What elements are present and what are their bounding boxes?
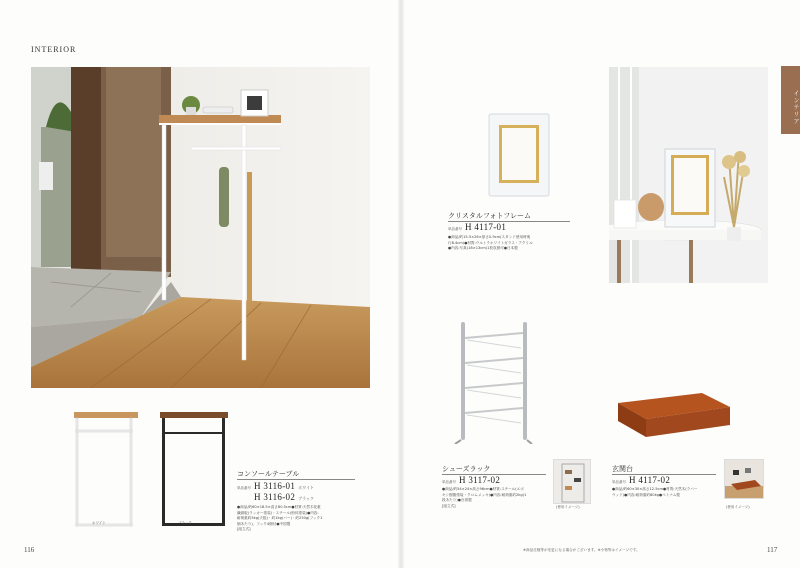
desc-line: キシ樹脂塗装・クロムメッキ)●内容:耐荷重約2kg(1 xyxy=(442,492,527,497)
hallway-console-photo xyxy=(31,67,370,388)
frame-product-name: クリスタルフォトフレーム xyxy=(448,212,532,220)
frame-code-row xyxy=(448,222,506,232)
step-code: H 4117-02 xyxy=(629,475,671,485)
desc-line: ●商品/約15.5×26×厚さ0.9cm(スタンド使用時奥 xyxy=(448,235,531,239)
frame-code: H 4117-01 xyxy=(465,222,507,232)
shoe-rack-code: H 3117-02 xyxy=(459,475,501,485)
console-code-black: H 3116-02 xyxy=(254,492,296,502)
desc-line: [組立式] xyxy=(237,527,251,532)
desc-line: ●商品/約60×18.5×高さ80.5cm●材質:天然木化粧 xyxy=(237,505,321,509)
step-code-label: 単品番号 xyxy=(612,480,626,484)
console-color-white: ホワイト xyxy=(298,485,315,490)
desc-line: ●商品/約54×24×高さ96cm●材質:スチール(エポ xyxy=(442,487,524,491)
desc-line: 耐荷重約5kg(天板)・約1kg(バー)・約250g(フック1 xyxy=(237,516,323,521)
section-title: INTERIOR xyxy=(31,45,77,54)
footnote: ※商品仕様等が変更になる場合がございます。※小物等はイメージです。 xyxy=(523,548,640,552)
shoe-rack-product-image xyxy=(453,318,533,444)
desc-line: ●商品/約60×30×高さ12.5cm●材質:天然木(ラバー xyxy=(612,487,698,491)
desc-line: 個あたり)、フック4個付●中国製 xyxy=(237,521,291,526)
step-product-name: 玄関台 xyxy=(612,465,633,473)
crystal-frame-product-image xyxy=(485,111,553,199)
shoe-rack-product-name: シューズラック xyxy=(442,465,491,473)
step-code-row xyxy=(612,475,670,485)
step-usage-caption: (使用イメージ) xyxy=(726,505,750,509)
shoe-rack-description xyxy=(442,487,552,509)
console-name-rule xyxy=(237,479,355,480)
console-description xyxy=(237,505,362,533)
step-description xyxy=(612,487,722,498)
shoe-rack-code-row xyxy=(442,475,500,485)
console-product-name: コンソールテーブル xyxy=(237,470,300,478)
console-color-black: ブラック xyxy=(298,496,315,501)
console-black-product-image xyxy=(158,410,230,528)
console-white-caption: ホワイト xyxy=(92,521,106,525)
entrance-step-product-image xyxy=(610,385,735,447)
shoe-rack-code-label: 単品番号 xyxy=(442,480,456,484)
desc-line: ウッド)●内容:耐荷重約80kg●ベトナム製 xyxy=(612,492,680,497)
page-number-right: 117 xyxy=(767,546,778,554)
frame-code-label: 単品番号 xyxy=(448,227,462,231)
shoe-rack-usage-caption: (使用イメージ) xyxy=(556,505,580,509)
shoe-rack-usage-thumbnail xyxy=(553,459,591,504)
console-white-product-image xyxy=(70,410,142,528)
desc-line: 行8.4cm)●材質:ウルトラホワイトガラス・アクリル xyxy=(448,240,533,245)
desc-line: 段あたり)●台湾製 xyxy=(442,498,472,503)
console-black-caption: ブラック xyxy=(178,521,192,525)
step-usage-thumbnail xyxy=(724,459,764,499)
frame-description xyxy=(448,235,578,252)
page-gutter xyxy=(398,0,404,568)
page-number-left: 116 xyxy=(24,546,35,554)
desc-line: [組立式] xyxy=(442,503,456,508)
console-code-row-1 xyxy=(237,481,314,491)
frame-room-photo xyxy=(609,67,768,283)
console-code-row-2 xyxy=(237,492,314,502)
desc-line: 繊維板(ラッカー塗装)・スチール(粉体塗装)●内容: xyxy=(237,510,319,515)
console-code-white: H 3116-01 xyxy=(254,481,296,491)
category-tab[interactable]: インテリア xyxy=(781,66,800,134)
console-code-label: 単品番号 xyxy=(237,486,251,490)
desc-line: ●内容:写真(18×13cm)1枚収納可●日本製 xyxy=(448,246,518,251)
